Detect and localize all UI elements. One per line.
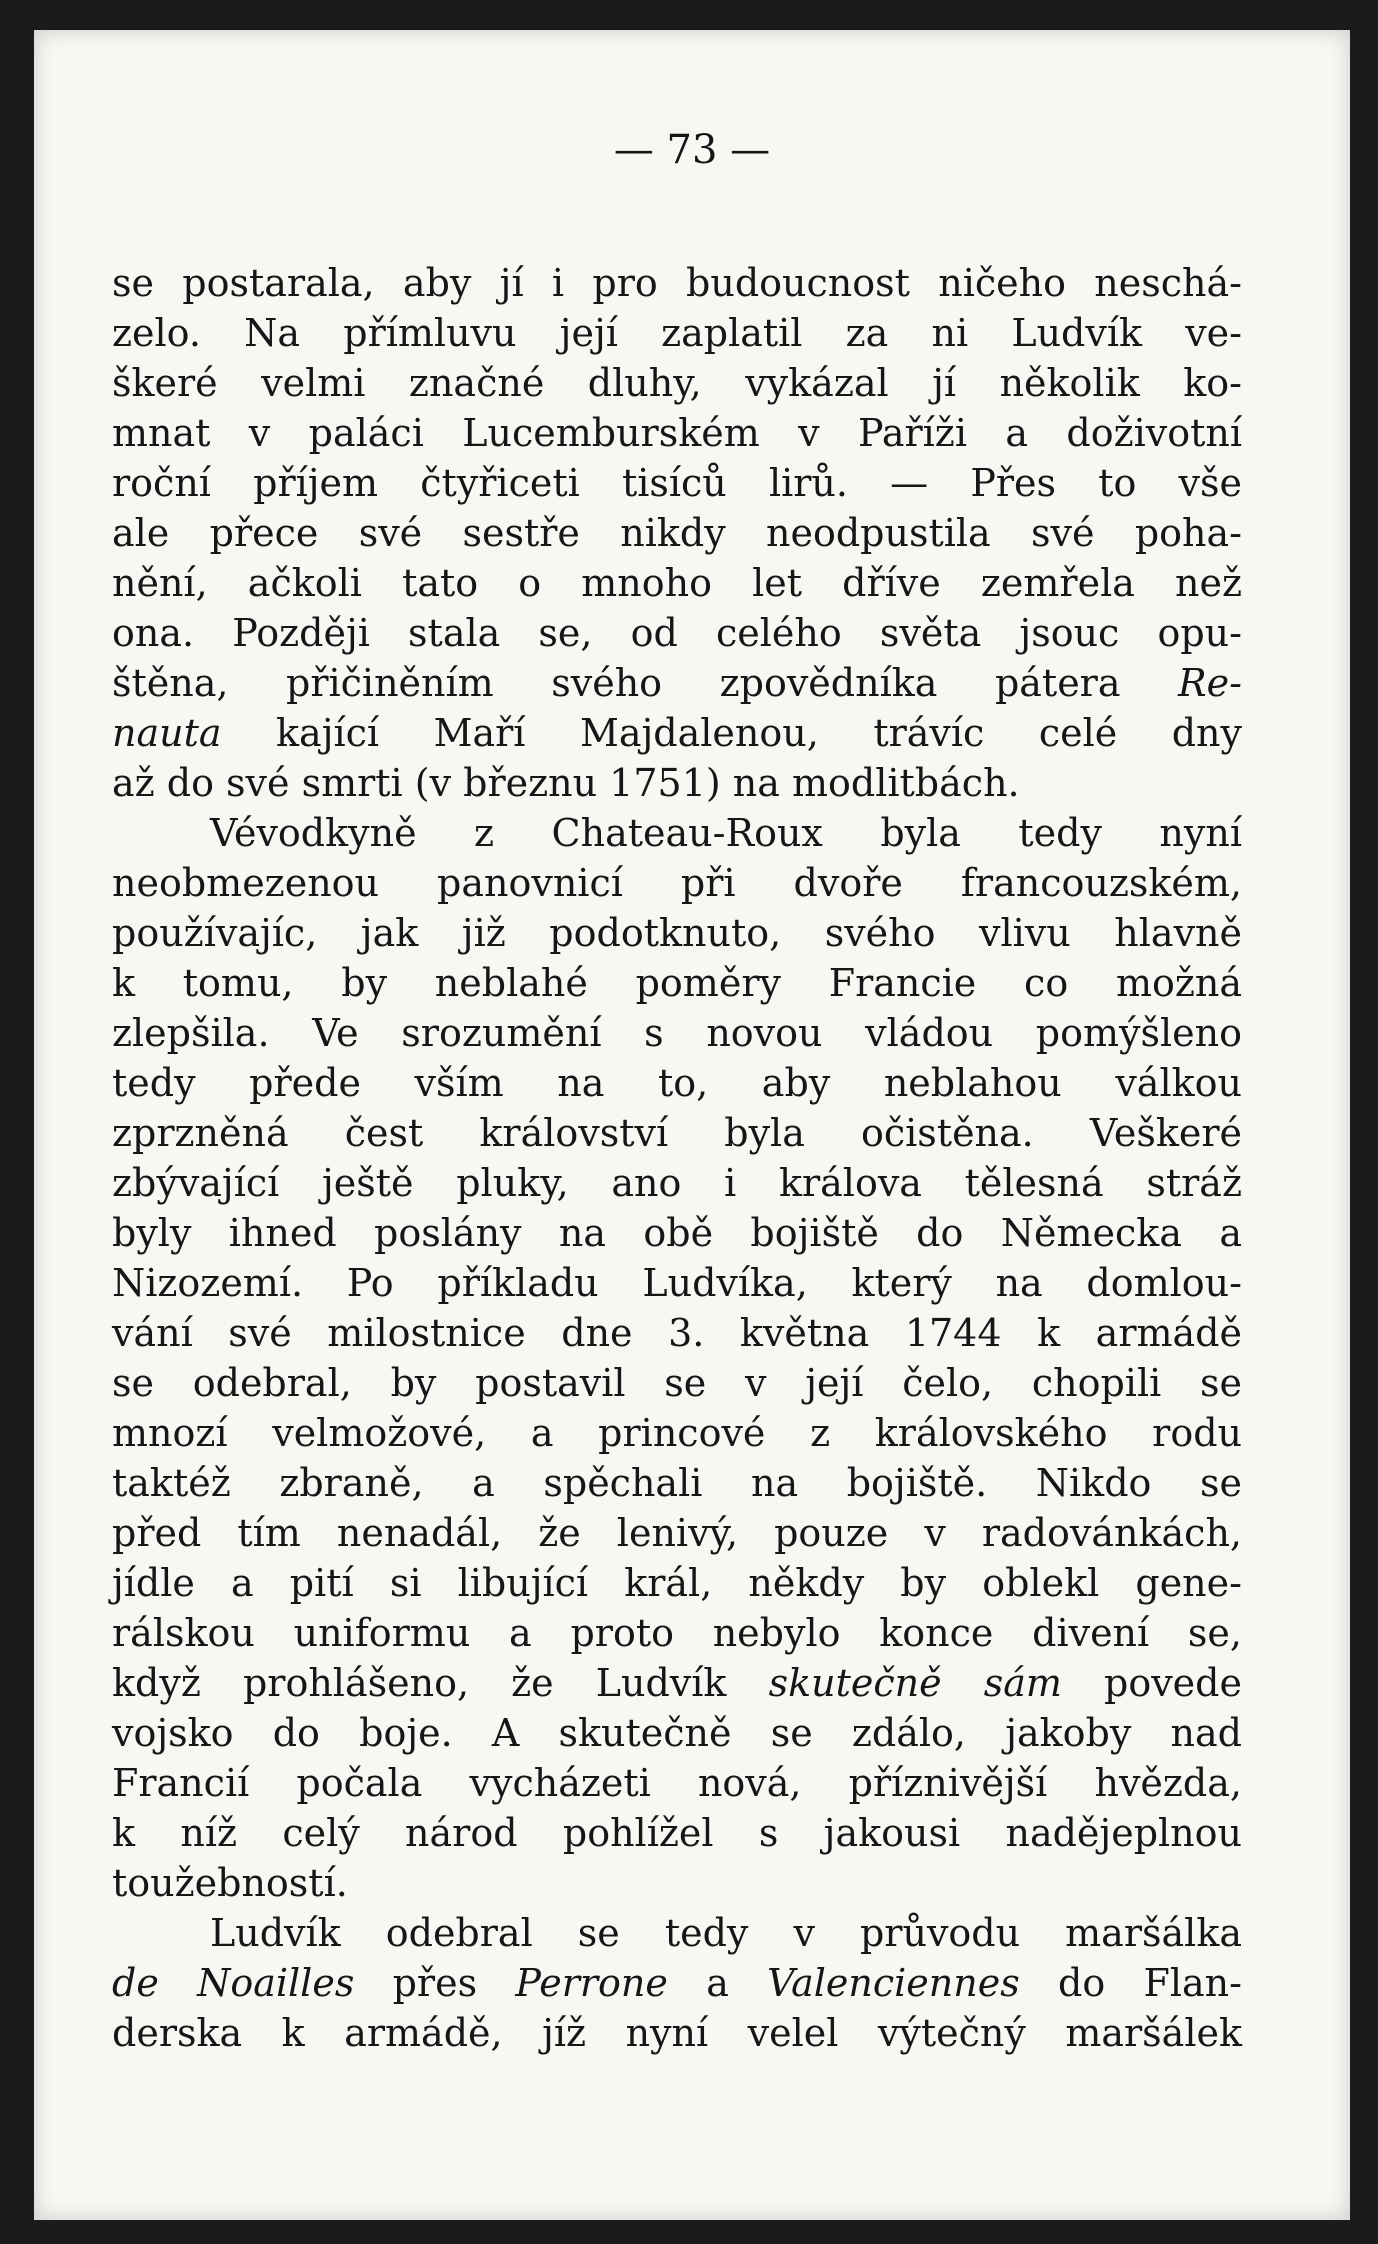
text-line: roční příjem čtyřiceti tisíců lirů. — Přes to vše <box>112 461 1242 505</box>
text-line: rálskou uniformu a proto nebylo konce divení se, <box>112 1611 1242 1655</box>
text-line: Ludvík odebral se tedy v průvodu maršálka <box>210 1911 1242 1955</box>
text-line: ale přece své sestře nikdy neodpustila své poha- <box>112 511 1242 555</box>
text-line: se odebral, by postavil se v její čelo, chopili se <box>112 1361 1242 1405</box>
text-line <box>112 708 1242 758</box>
text-line: nění, ačkoli tato o mnoho let dříve zemřela než <box>112 561 1242 605</box>
paragraph-1 <box>112 258 1242 808</box>
body-text <box>112 258 1242 2058</box>
text-line: až do své smrti (v březnu 1751) na modlitbách. <box>112 761 1020 805</box>
text-line <box>112 658 1242 708</box>
text-line: mnozí velmožové, a princové z královského rodu <box>112 1411 1242 1455</box>
text-line: tedy přede vším na to, aby neblahou válkou <box>112 1061 1242 1105</box>
text-line: zbývající ještě pluky, ano i králova tělesná stráž <box>112 1161 1242 1205</box>
paragraph-3 <box>112 1908 1242 2058</box>
text-segment: kající Maří Majdalenou, trávíc celé dny <box>221 711 1242 755</box>
text-line: derska k armádě, jíž nyní velel výtečný maršálek <box>112 2011 1242 2055</box>
text-line: se postarala, aby jí i pro budoucnost ničeho neschá- <box>112 261 1242 305</box>
text-line: vání své milostnice dne 3. května 1744 k armádě <box>112 1311 1242 1355</box>
text-segment: povede <box>1061 1661 1242 1705</box>
text-line: Francií počala vycházeti nová, příznivější hvězda, <box>112 1761 1242 1805</box>
book-page <box>34 30 1350 2220</box>
text-segment: přes <box>354 1961 516 2005</box>
text-line: k níž celý národ pohlížel s jakousi nadějeplnou <box>112 1811 1242 1855</box>
text-line: ona. Později stala se, od celého světa jsouc opu- <box>112 611 1242 655</box>
italic-name-renauta-end: nauta <box>112 711 222 755</box>
text-segment: do Flan- <box>1019 1961 1242 2005</box>
text-line: toužebností. <box>112 1861 348 1905</box>
text-segment: a <box>667 1961 768 2005</box>
text-line: jídle a pití si libující král, někdy by oblekl gene- <box>112 1561 1242 1605</box>
text-line: mnat v paláci Lucemburském v Paříži a doživotní <box>112 411 1242 455</box>
italic-phrase: skutečně sám <box>768 1661 1062 1705</box>
text-line: taktéž zbraně, a spěchali na bojiště. Nikdo se <box>112 1461 1242 1505</box>
text-line: byly ihned poslány na obě bojiště do Německa a <box>112 1211 1242 1255</box>
text-line: zlepšila. Ve srozumění s novou vládou pomýšleno <box>112 1011 1242 1055</box>
paragraph-2 <box>112 808 1242 1908</box>
text-line: před tím nenadál, že lenivý, pouze v radovánkách, <box>112 1511 1242 1555</box>
text-line: škeré velmi značné dluhy, vykázal jí několik ko- <box>112 361 1242 405</box>
text-line: vojsko do boje. A skutečně se zdálo, jakoby nad <box>112 1711 1242 1755</box>
text-segment: když prohlášeno, že Ludvík <box>112 1661 769 1705</box>
page-number: — 73 — <box>613 127 771 173</box>
text-line: neobmezenou panovnicí při dvoře francouzském, <box>112 861 1242 905</box>
text-line: Vévodkyně z Chateau-Roux byla tedy nyní <box>210 811 1242 855</box>
italic-name-renauta: Re- <box>1178 661 1242 705</box>
italic-place-perrone: Perrone <box>515 1961 668 2005</box>
text-line: používajíc, jak již podotknuto, svého vlivu hlavně <box>112 911 1242 955</box>
text-line: zprzněná čest království byla očistěna. Veškeré <box>112 1111 1242 1155</box>
text-line <box>112 1958 1242 2008</box>
text-line: k tomu, by neblahé poměry Francie co možná <box>112 961 1242 1005</box>
text-segment: štěna, přičiněním svého zpovědníka pátera <box>112 661 1179 705</box>
italic-name-noailles: de Noailles <box>112 1961 355 2005</box>
text-line: zelo. Na přímluvu její zaplatil za ni Ludvík ve- <box>112 311 1242 355</box>
text-line <box>112 1658 1242 1708</box>
text-line: Nizozemí. Po příkladu Ludvíka, který na domlou- <box>112 1261 1242 1305</box>
italic-place-valenciennes: Valenciennes <box>767 1961 1020 2005</box>
